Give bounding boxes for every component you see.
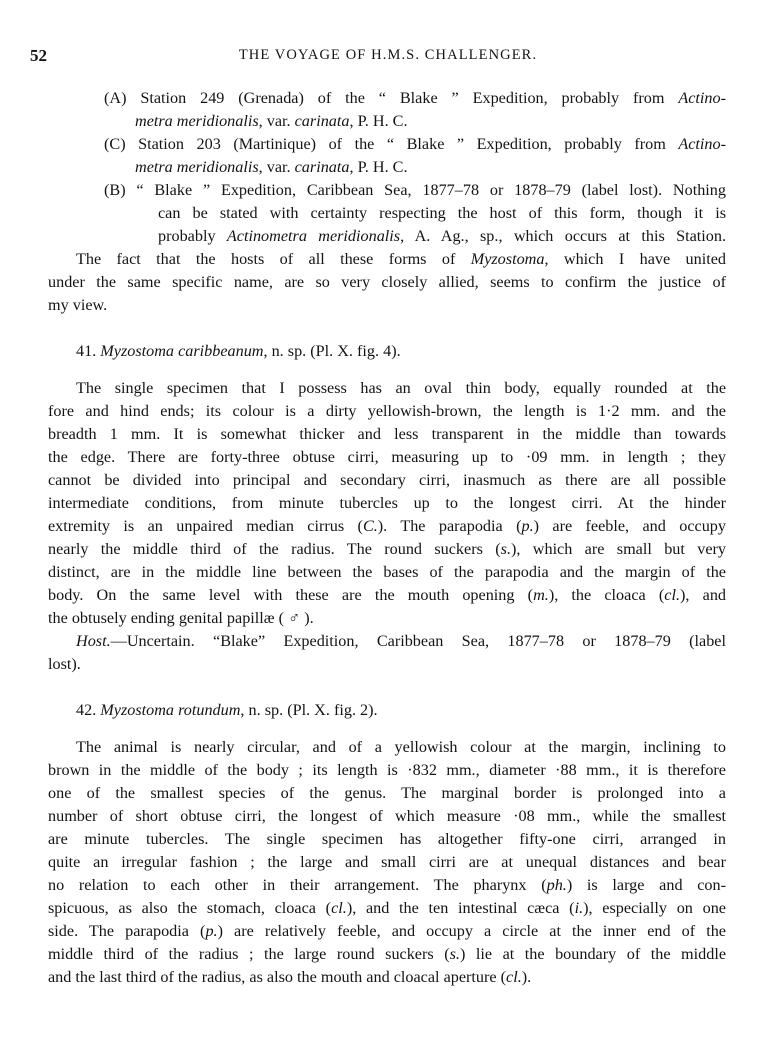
italic-term: m. bbox=[533, 586, 549, 604]
italic-term: carinata bbox=[294, 158, 350, 176]
text-run: spicuous, as also the stomach, cloaca ( bbox=[48, 899, 332, 917]
text-run: brown in the middle of the body ; its length is ·832 mm., diameter ·88 mm., it is therefore bbox=[48, 761, 726, 779]
italic-term: Actino- bbox=[678, 135, 726, 153]
text-run: probably bbox=[158, 227, 227, 245]
text-run: The single specimen that I possess has an oval thin body, equally rounded at the bbox=[76, 379, 726, 397]
text-run: can be stated with certainty respecting the host of this form, though it is bbox=[158, 204, 726, 222]
italic-term: metra meridionalis bbox=[135, 112, 259, 130]
text-run: distinct, are in the middle line between the bases of the parapodia and the margin of the bbox=[48, 563, 726, 581]
italic-term: Myzostoma rotundum bbox=[100, 701, 241, 719]
text-run: ) lie at the boundary of the middle bbox=[459, 945, 727, 963]
text-line bbox=[76, 377, 726, 400]
text-run: , A. Ag., sp., which occurs at this Station. bbox=[400, 227, 726, 245]
italic-term: Host. bbox=[76, 632, 111, 650]
text-run: ) is large and con- bbox=[566, 876, 726, 894]
text-line bbox=[48, 920, 726, 943]
text-run: side. The parapodia ( bbox=[48, 922, 206, 940]
text-line bbox=[48, 653, 81, 676]
text-line bbox=[48, 561, 726, 584]
text-line bbox=[76, 630, 726, 653]
text-line bbox=[48, 943, 726, 966]
text-run: cannot be divided into principal and secondary cirri, inasmuch as there are all possible bbox=[48, 471, 726, 489]
italic-term: s. bbox=[449, 945, 460, 963]
text-run: , which I have united bbox=[544, 250, 726, 268]
text-run: The fact that the hosts of all these forms of bbox=[76, 250, 471, 268]
text-run: quite an irregular fashion ; the large and small cirri are at unequal distances and bear bbox=[48, 853, 726, 871]
text-run: ), especially on one bbox=[583, 899, 726, 917]
italic-term: C. bbox=[362, 517, 378, 535]
text-line bbox=[48, 515, 726, 538]
text-run: , P. H. C. bbox=[349, 112, 408, 130]
text-run: and the last third of the radius, as also the mouth and cloacal aperture ( bbox=[48, 968, 507, 986]
text-run: ) are relatively feeble, and occupy a circle at the inner end of the bbox=[217, 922, 726, 940]
page-number: 52 bbox=[30, 46, 47, 65]
text-run: , var. bbox=[258, 158, 295, 176]
text-line bbox=[48, 874, 726, 897]
running-title: THE VOYAGE OF H.M.S. CHALLENGER. bbox=[238, 47, 538, 63]
text-line bbox=[48, 492, 726, 515]
text-run: 42. bbox=[76, 701, 101, 719]
text-run: The animal is nearly circular, and of a yellowish colour at the margin, inclining to bbox=[76, 738, 726, 756]
italic-term: p. bbox=[205, 922, 218, 940]
text-run: body. On the same level with these are the mouth opening ( bbox=[48, 586, 534, 604]
text-run: fore and hind ends; its colour is a dirty yellowish-brown, the length is 1·2 mm. and the bbox=[48, 402, 726, 420]
italic-term: Myzostoma bbox=[470, 250, 545, 268]
text-run: extremity is an unpaired median cirrus ( bbox=[48, 517, 363, 535]
text-run: ), and bbox=[680, 586, 727, 604]
text-line bbox=[158, 202, 726, 225]
italic-term: carinata bbox=[294, 112, 350, 130]
italic-term: metra meridionalis bbox=[135, 158, 259, 176]
text-run: under the same specific name, are so very closely allied, seems to confirm the justice of bbox=[48, 273, 726, 291]
text-run: my view. bbox=[48, 296, 108, 314]
text-line bbox=[48, 271, 726, 294]
italic-term: Actinometra meridionalis bbox=[226, 227, 401, 245]
text-line bbox=[135, 156, 408, 179]
text-run: ) are feeble, and occupy bbox=[533, 517, 726, 535]
text-run: no relation to each other in their arrangement. The pharynx ( bbox=[48, 876, 547, 894]
italic-term: cl. bbox=[506, 968, 522, 986]
text-run: intermediate conditions, from minute tubercles up to the longest cirri. At the hinder bbox=[48, 494, 726, 512]
text-line bbox=[48, 584, 726, 607]
text-run: one of the smallest species of the genus. The marginal border is prolonged into a bbox=[48, 784, 726, 802]
italic-term: Actino- bbox=[678, 89, 726, 107]
text-line bbox=[48, 851, 726, 874]
text-run: ), and the ten intestinal cæca ( bbox=[346, 899, 575, 917]
text-line bbox=[48, 607, 314, 630]
text-line bbox=[48, 446, 726, 469]
italic-term: ph. bbox=[546, 876, 567, 894]
text-run: ). bbox=[521, 968, 532, 986]
text-line bbox=[48, 294, 107, 317]
text-run: the edge. There are forty-three obtuse cirri, measuring up to ·09 mm. in length ; they bbox=[48, 448, 726, 466]
italic-term: cl. bbox=[664, 586, 681, 604]
text-run: middle third of the radius ; the large round suckers ( bbox=[48, 945, 450, 963]
italic-term: p. bbox=[521, 517, 534, 535]
species-heading bbox=[76, 699, 378, 722]
text-run: (B) “ Blake ” Expedition, Caribbean Sea, 1877–78 or 1878–79 (label lost). Nothing bbox=[104, 181, 726, 199]
text-line bbox=[48, 759, 726, 782]
text-run: , n. sp. (Pl. X. fig. 2). bbox=[240, 701, 378, 719]
text-line bbox=[48, 423, 726, 446]
text-run: —Uncertain. “Blake” Expedition, Caribbean Sea, 1877–78 or 1878–79 (label bbox=[110, 632, 726, 650]
text-line bbox=[48, 538, 726, 561]
text-run: ), which are small but very bbox=[511, 540, 726, 558]
text-line bbox=[48, 828, 726, 851]
text-line bbox=[48, 805, 726, 828]
text-run: the obtusely ending genital papillæ ( ♂ ). bbox=[48, 609, 314, 627]
text-line bbox=[104, 133, 726, 156]
text-run: number of short obtuse cirri, the longest of which measure ·08 mm., while the smallest bbox=[48, 807, 726, 825]
text-run: , var. bbox=[258, 112, 295, 130]
species-heading bbox=[76, 340, 401, 363]
text-run: ), the cloaca ( bbox=[548, 586, 665, 604]
text-line bbox=[76, 736, 726, 759]
text-line bbox=[48, 469, 726, 492]
text-line bbox=[76, 248, 726, 271]
text-line bbox=[48, 782, 726, 805]
italic-term: cl. bbox=[331, 899, 347, 917]
text-line bbox=[48, 400, 726, 423]
text-line bbox=[104, 179, 726, 202]
text-run: , n. sp. (Pl. X. fig. 4). bbox=[263, 342, 401, 360]
text-run: lost). bbox=[48, 655, 81, 673]
text-run: breadth 1 mm. It is somewhat thicker and less transparent in the middle than towards bbox=[48, 425, 726, 443]
text-line bbox=[104, 87, 726, 110]
italic-term: i. bbox=[574, 899, 584, 917]
text-run: 41. bbox=[76, 342, 101, 360]
italic-term: s. bbox=[500, 540, 511, 558]
text-run: , P. H. C. bbox=[349, 158, 408, 176]
text-run: (C) Station 203 (Martinique) of the “ Blake ” Expedition, probably from bbox=[104, 135, 679, 153]
text-line bbox=[158, 225, 726, 248]
text-run: (A) Station 249 (Grenada) of the “ Blake ” Expedition, probably from bbox=[104, 89, 679, 107]
text-line bbox=[48, 897, 726, 920]
text-run: ). The parapodia ( bbox=[377, 517, 522, 535]
text-run: nearly the middle third of the radius. The round suckers ( bbox=[48, 540, 501, 558]
text-line bbox=[48, 966, 531, 989]
text-line bbox=[135, 110, 408, 133]
italic-term: Myzostoma caribbeanum bbox=[100, 342, 264, 360]
text-run: are minute tubercles. The single specimen has altogether fifty-one cirri, arranged in bbox=[48, 830, 726, 848]
